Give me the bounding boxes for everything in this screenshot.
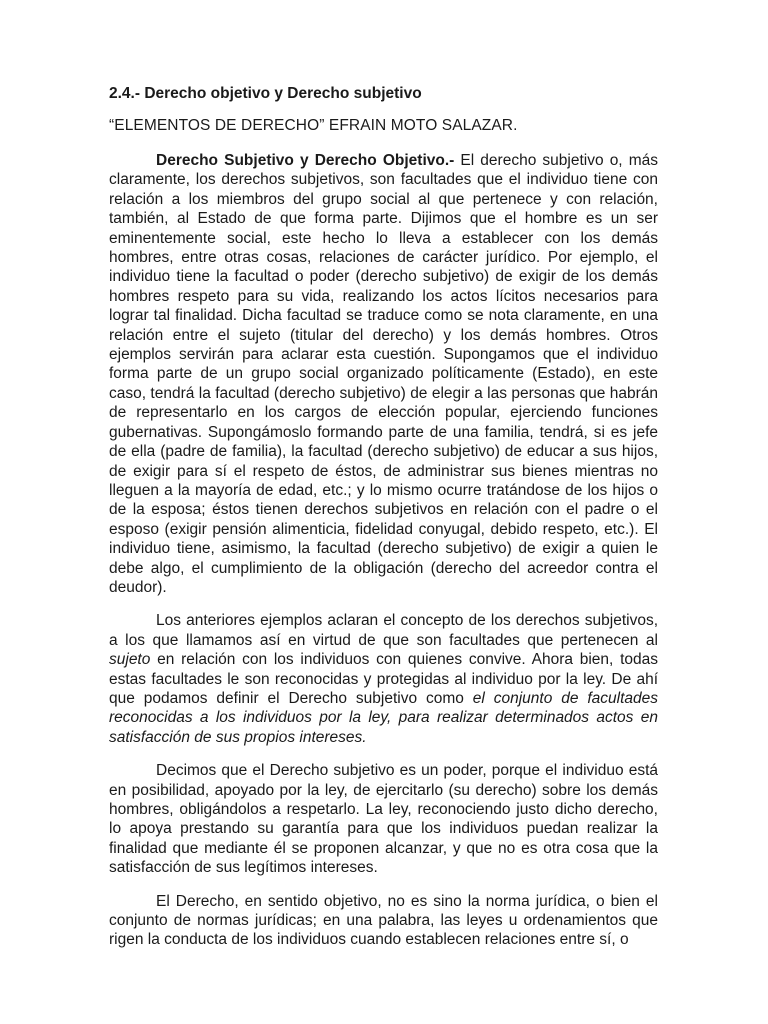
section-heading: 2.4.- Derecho objetivo y Derecho subjetivo xyxy=(109,85,422,102)
source-citation: “ELEMENTOS DE DERECHO” EFRAIN MOTO SALAZAR. xyxy=(109,117,518,134)
paragraph-4: El Derecho, en sentido objetivo, no es sino la norma jurídica, o bien el conjunto de normas jurídicas; en una palabra, las leyes u ordenamientos que rigen la conducta de los individuos cuando establecen relaciones entre sí, o xyxy=(109,892,658,949)
paragraph-2-text-2: en relación con los individuos con quienes convive. Ahora bien, todas estas facultades le son reconocidas y protegidas al individuo por la ley. De ahí que podamos definir el Derecho subjetivo como xyxy=(109,651,658,707)
paragraph-1 xyxy=(109,151,658,597)
paragraph-2-text-1: Los anteriores ejemplos aclaran el concepto de los derechos subjetivos, a los que llamamos así en virtud de que son facultades que pertenecen al xyxy=(109,612,658,649)
paragraph-2-definition: el conjunto de facultades reconocidas a los individuos por la ley, para realizar determinados actos en satisfacción de sus propios intereses. xyxy=(109,689,659,746)
document-page xyxy=(109,84,658,964)
paragraph-2 xyxy=(109,611,658,747)
paragraph-1-lead: Derecho Subjetivo y Derecho Objetivo.- xyxy=(156,152,455,169)
paragraph-3: Decimos que el Derecho subjetivo es un poder, porque el individuo está en posibilidad, apoyado por la ley, de ejercitarlo (su derecho) sobre los demás hombres, obligándolos a respetarlo. La ley, reconociendo justo dicho derecho, lo apoya prestando su garantía para que los individuos puedan realizar la finalidad que mediante él se proponen alcanzar, y que no es otra cosa que la satisfacción de sus legítimos intereses. xyxy=(109,762,658,877)
paragraph-1-text: El derecho subjetivo o, más claramente, los derechos subjetivos, son facultades que el individuo tiene con relación a los miembros del grupo social al que pertenece y con relación, también, al Estado de que forma parte. Dijimos que el hombre es un ser eminentemente social, este hecho lo lleva a establecer con los demás hombres, entre otras cosas, relaciones de carácter jurídico. Por ejemplo, el individuo tiene la facultad o poder (derecho subjetivo) de exigir de los demás hombres respeto para su vida, realizando los actos lícitos necesarios para lograr tal finalidad. Dicha facultad se traduce como se nota claramente, en una relación entre el sujeto (titular del derecho) y los demás hombres. Otros ejemplos servirán para aclarar esta cuestión. Supongamos que el individuo forma parte de un grupo social organizado políticamente (Estado), en este caso, tendrá la facultad (derecho subjetivo) de elegir a las personas que habrán de representarlo en los cargos de elección popular, ejerciendo funciones gubernativas. Supongámoslo formando parte de una familia, tendrá, si es jefe de ella (padre de familia), la facultad (derecho subjetivo) de educar a sus hijos, de exigir para sí el respeto de éstos, de administrar sus bienes mientras no lleguen a la mayoría de edad, etc.; y lo mismo ocurre tratándose de los hijos o de la esposa; éstos tienen derechos subjetivos en relación con el padre o el esposo (exigir pensión alimenticia, fidelidad conyugal, debido respeto, etc.). El individuo tiene, asimismo, la facultad (derecho subjetivo) de exigir a quien le debe algo, el cumplimiento de la obligación (derecho del acreedor contra el deudor). xyxy=(109,152,658,596)
paragraph-2-italic-1: sujeto xyxy=(109,651,151,669)
